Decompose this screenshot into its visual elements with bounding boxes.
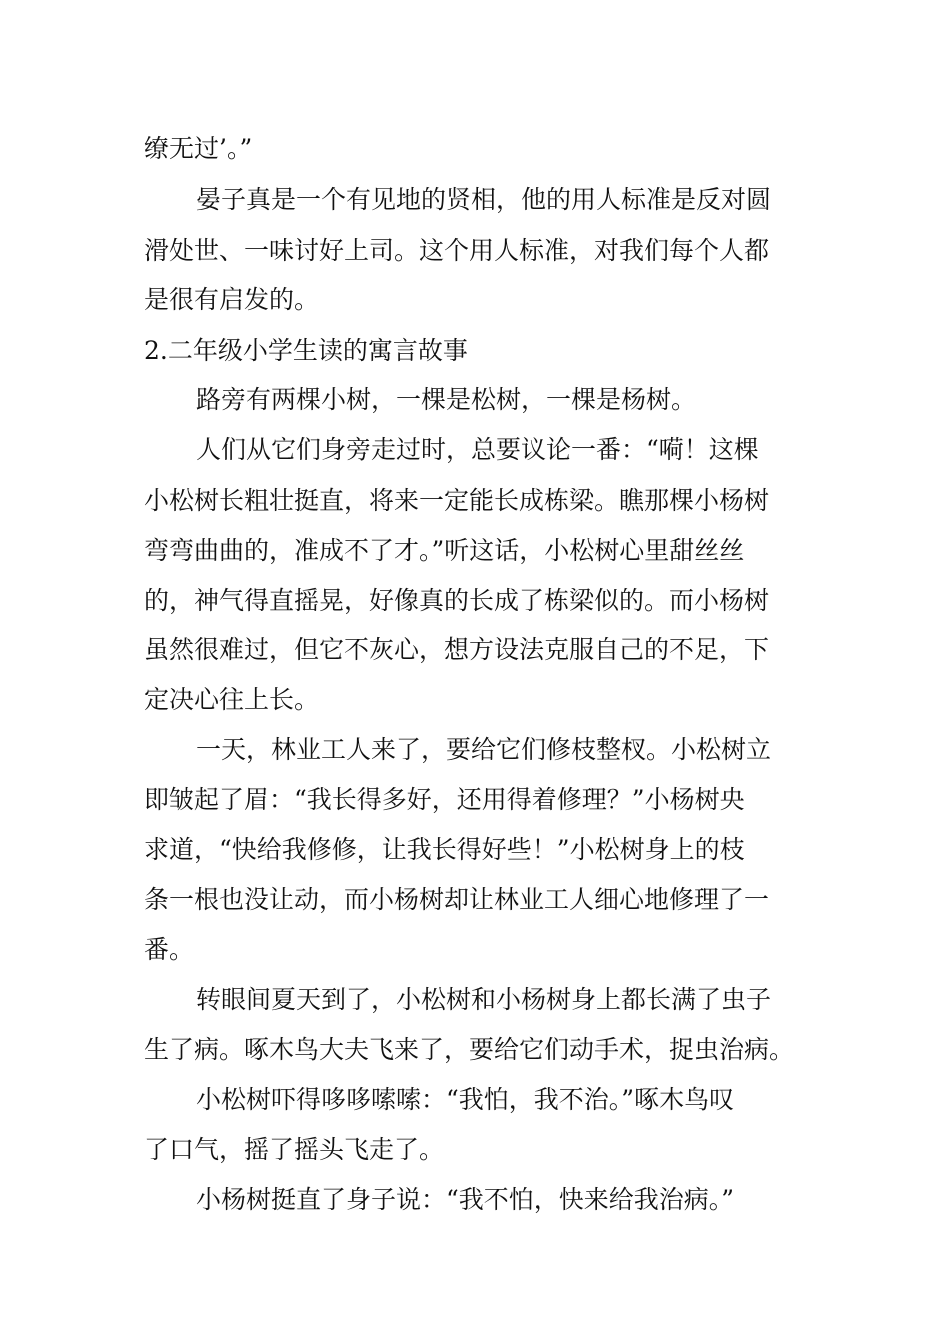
text-line: 小松树长粗壮挺直，将来一定能长成栋梁。瞧那棵小杨树 [144,486,770,515]
text-line: 是很有启发的。 [144,285,320,314]
paragraph-start-line: 转眼间夏天到了，小松树和小杨树身上都长满了虫子 [196,985,772,1014]
section-heading: 2.二年级小学生读的寓言故事 [144,336,468,365]
text-line: 的，神气得直摇晃，好像真的长成了栋梁似的。而小杨树 [144,586,770,615]
paragraph-start-line: 人们从它们身旁走过时，总要议论一番：“嗬！这棵 [196,435,759,464]
text-line: 缭无过’。” [144,134,253,163]
text-line: 即皱起了眉：“我长得多好，还用得着修理？”小杨树央 [144,785,745,814]
text-line: 求道，“快给我修修，让我长得好些！”小松树身上的枝 [144,835,745,864]
paragraph-start-line: 小松树吓得哆哆嗦嗦：“我怕，我不治。”啄木鸟叹 [196,1085,735,1114]
text-line: 了口气，摇了摇头飞走了。 [144,1135,445,1164]
paragraph-start-line: 一天，林业工人来了，要给它们修枝整杈。小松树立 [196,735,772,764]
paragraph-start-line: 小杨树挺直了身子说：“我不怕，快来给我治病。” [196,1185,735,1214]
text-line: 滑处世、一味讨好上司。这个用人标准，对我们每个人都 [144,236,770,265]
text-line: 生了病。啄木鸟大夫飞来了，要给它们动手术，捉虫治病。 [144,1035,795,1064]
text-line: 番。 [144,935,195,964]
text-line: 条一根也没让动，而小杨树却让林业工人细心地修理了一 [144,885,770,914]
text-line: 虽然很难过，但它不灰心，想方设法克服自己的不足，下 [144,635,770,664]
text-line: 定决心往上长。 [144,685,320,714]
paragraph-start-line: 晏子真是一个有见地的贤相，他的用人标准是反对圆 [196,185,772,214]
paragraph-start-line: 路旁有两棵小树，一棵是松树，一棵是杨树。 [196,385,697,414]
text-line: 弯弯曲曲的，准成不了才。”听这话，小松树心里甜丝丝 [144,536,745,565]
